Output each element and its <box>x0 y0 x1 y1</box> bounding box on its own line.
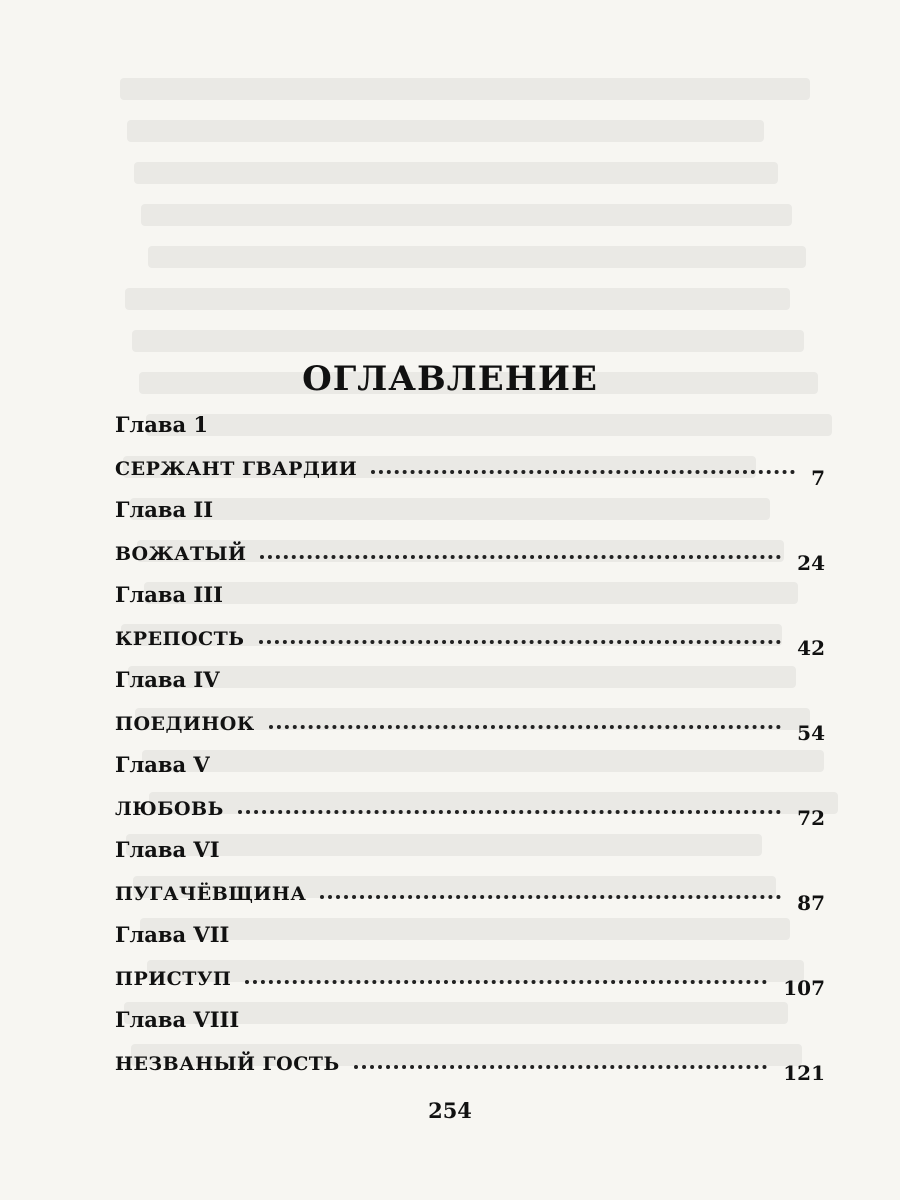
page-folio: 254 <box>428 1098 472 1123</box>
toc-entry[interactable] <box>115 412 825 497</box>
chapter-label: Глава II <box>115 497 214 522</box>
show-through-line <box>127 120 764 142</box>
page-number: 42 <box>797 636 825 660</box>
show-through-line <box>125 288 790 310</box>
chapter-label: Глава VI <box>115 837 220 862</box>
chapter-label: Глава 1 <box>115 412 209 437</box>
title-row <box>115 711 825 745</box>
chapter-title: НЕЗВАНЫЙ ГОСТЬ <box>115 1053 340 1075</box>
chapter-label: Глава VIII <box>115 1007 240 1032</box>
chapter-label: Глава VII <box>115 922 230 947</box>
title-row <box>115 966 825 1000</box>
title-row <box>115 541 825 575</box>
dot-leader <box>269 725 782 729</box>
show-through-line <box>141 204 792 226</box>
chapter-label: Глава III <box>115 582 223 607</box>
dot-leader <box>260 555 781 559</box>
chapter-title: ПРИСТУП <box>115 968 232 990</box>
toc-entry[interactable] <box>115 667 825 752</box>
toc-entry[interactable] <box>115 837 825 922</box>
toc-entry[interactable] <box>115 922 825 1007</box>
page-number: 24 <box>797 551 825 575</box>
dot-leader <box>245 980 767 984</box>
toc-entry[interactable] <box>115 497 825 582</box>
toc-entry[interactable] <box>115 752 825 837</box>
chapter-title: ЛЮБОВЬ <box>115 798 224 820</box>
show-through-line <box>120 78 810 100</box>
toc-entry[interactable] <box>115 582 825 667</box>
dot-leader <box>238 810 781 814</box>
chapter-label: Глава IV <box>115 667 220 692</box>
page-number: 87 <box>797 891 825 915</box>
toc-entry[interactable] <box>115 1007 825 1092</box>
show-through-line <box>134 162 778 184</box>
dot-leader <box>354 1065 768 1069</box>
chapter-title: ВОЖАТЫЙ <box>115 543 247 565</box>
page-number: 121 <box>783 1061 825 1085</box>
title-row <box>115 1051 825 1085</box>
page-number: 7 <box>811 466 825 490</box>
dot-leader <box>371 470 795 474</box>
page-title: ОГЛАВЛЕНИЕ <box>302 358 598 399</box>
title-row <box>115 881 825 915</box>
dot-leader <box>259 640 782 644</box>
dot-leader <box>320 895 781 899</box>
chapter-label: Глава V <box>115 752 210 777</box>
chapter-title: ПОЕДИНОК <box>115 713 255 735</box>
show-through-line <box>132 330 804 352</box>
page-number: 107 <box>783 976 825 1000</box>
show-through-line <box>148 246 806 268</box>
title-row <box>115 626 825 660</box>
table-of-contents <box>115 412 825 1092</box>
title-row <box>115 796 825 830</box>
page-number: 54 <box>797 721 825 745</box>
chapter-title: ПУГАЧЁВЩИНА <box>115 883 307 905</box>
page-number: 72 <box>797 806 825 830</box>
title-row <box>115 456 825 490</box>
chapter-title: КРЕПОСТЬ <box>115 628 245 650</box>
chapter-title: СЕРЖАНТ ГВАРДИИ <box>115 458 358 480</box>
